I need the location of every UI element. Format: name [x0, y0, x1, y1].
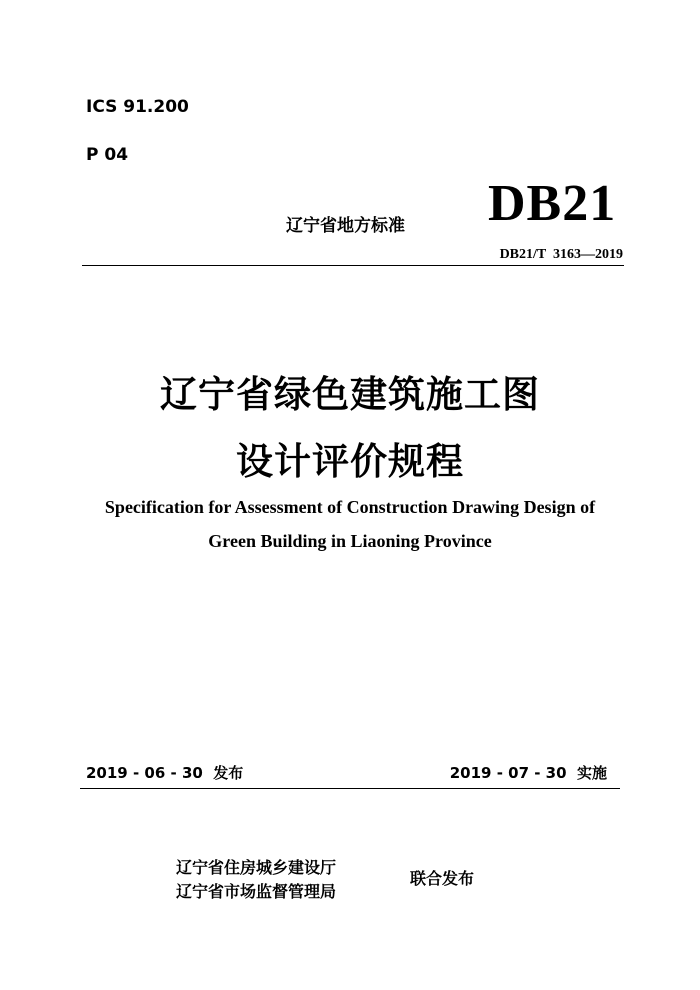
title-en-line-1: Specification for Assessment of Construction Drawing Design of	[104, 497, 596, 517]
issuer-market-regulation-bureau: 辽宁省市场监督管理局	[176, 882, 337, 901]
title-cn-line-1: 辽宁省绿色建筑施工图	[160, 373, 540, 416]
standard-number: DB21/T 3163—2019	[499, 247, 623, 262]
joint-issue-label: 联合发布	[410, 869, 475, 888]
issue-date: 2019 - 06 - 30 发布	[86, 764, 244, 782]
ics-code: ICS 91.200	[86, 97, 189, 117]
title-en-line-2: Green Building in Liaoning Province	[208, 531, 492, 551]
top-divider	[82, 265, 624, 266]
title-cn-line-2: 设计评价规程	[236, 440, 464, 483]
standard-type: 辽宁省地方标准	[286, 216, 405, 236]
ccs-code: P 04	[86, 145, 129, 165]
standard-code: DB21	[488, 175, 617, 232]
bottom-divider	[80, 788, 620, 789]
implementation-date: 2019 - 07 - 30 实施	[449, 764, 607, 782]
issuer-housing-department: 辽宁省住房城乡建设厅	[176, 858, 337, 877]
